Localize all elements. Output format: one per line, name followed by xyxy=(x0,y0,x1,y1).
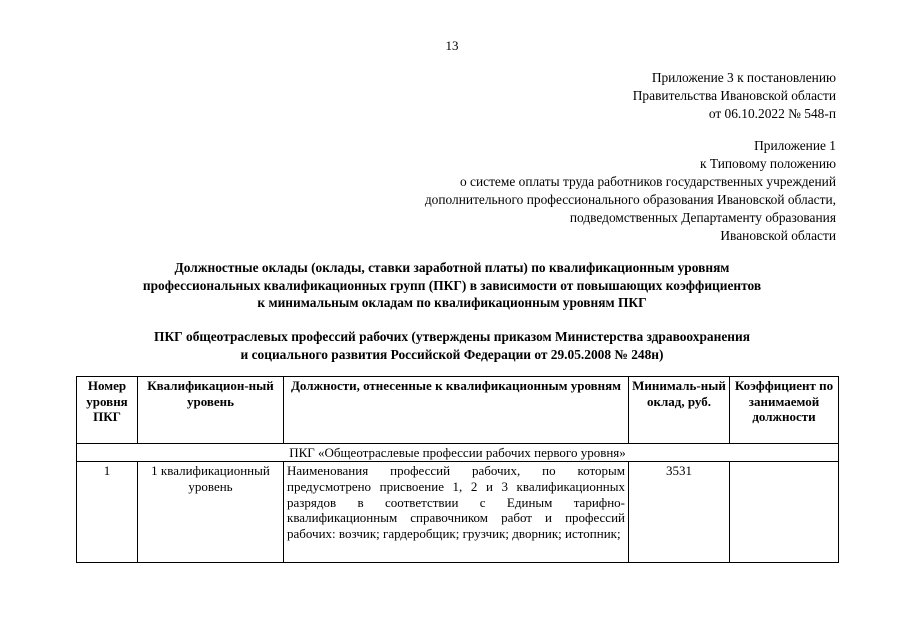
appendix-main-line: Приложение 3 к постановлению xyxy=(651,70,836,85)
appendix-sub-line: Ивановской области xyxy=(720,228,836,243)
appendix-sub-line: к Типовому положению xyxy=(700,156,836,171)
wage-table xyxy=(76,376,839,563)
row-coefficient xyxy=(730,462,839,563)
header-min-salary: Минималь-ный оклад, руб. xyxy=(629,377,730,444)
appendix-main-line: от 06.10.2022 № 548-п xyxy=(708,106,836,121)
document-title xyxy=(0,259,904,312)
row-min-salary: 3531 xyxy=(629,462,730,563)
appendix-sub-line: подведомственных Департаменту образования xyxy=(569,210,836,225)
row-level-number: 1 xyxy=(77,462,138,563)
pkg-title xyxy=(0,328,904,363)
appendix-sub-block xyxy=(425,137,836,245)
document-title-line: профессиональных квалификационных групп (ПКГ) в зависимости от повышающих коэффициентов xyxy=(142,277,762,293)
appendix-sub-line: о системе оплаты труда работников государственных учреждений xyxy=(459,174,836,189)
pkg-title-line: и социального развития Российской Федерации от 29.05.2008 № 248н) xyxy=(240,346,664,362)
header-positions: Должности, отнесенные к квалификационным уровням xyxy=(284,377,629,444)
group-title: ПКГ «Общеотраслевые профессии рабочих первого уровня» xyxy=(77,444,839,462)
appendix-sub-line: дополнительного профессионального образования Ивановской области, xyxy=(424,192,836,207)
page-number: 13 xyxy=(445,38,459,53)
table-row xyxy=(77,462,839,563)
group-title-row xyxy=(77,444,839,462)
header-level-number: Номер уровня ПКГ xyxy=(77,377,138,444)
appendix-main-line: Правительства Ивановской области xyxy=(632,88,836,103)
header-qualification-level: Квалификацион-ный уровень xyxy=(138,377,284,444)
row-positions: Наименования профессий рабочих, по которым предусмотрено присвоение 1, 2 и 3 квалификационных разрядов в соответствии с Единым тарифно-квалификационным справочником работ и профессий рабочих: возчик; гардеробщик; грузчик; дворник; истопник; xyxy=(284,462,629,563)
appendix-main-block xyxy=(633,69,836,123)
row-qualification-level: 1 квалификационный уровень xyxy=(138,462,284,563)
pkg-title-line: ПКГ общеотраслевых профессий рабочих (утверждены приказом Министерства здравоохранения xyxy=(154,329,750,344)
page-bottom-margin xyxy=(70,569,850,639)
document-title-line: Должностные оклады (оклады, ставки заработной платы) по квалификационным уровням xyxy=(174,260,730,275)
appendix-sub-line: Приложение 1 xyxy=(754,138,836,153)
document-title-line: к минимальным окладам по квалификационным уровням ПКГ xyxy=(257,295,647,310)
table-header-row xyxy=(77,377,839,444)
header-coefficient: Коэффициент по занимаемой должности xyxy=(730,377,839,444)
